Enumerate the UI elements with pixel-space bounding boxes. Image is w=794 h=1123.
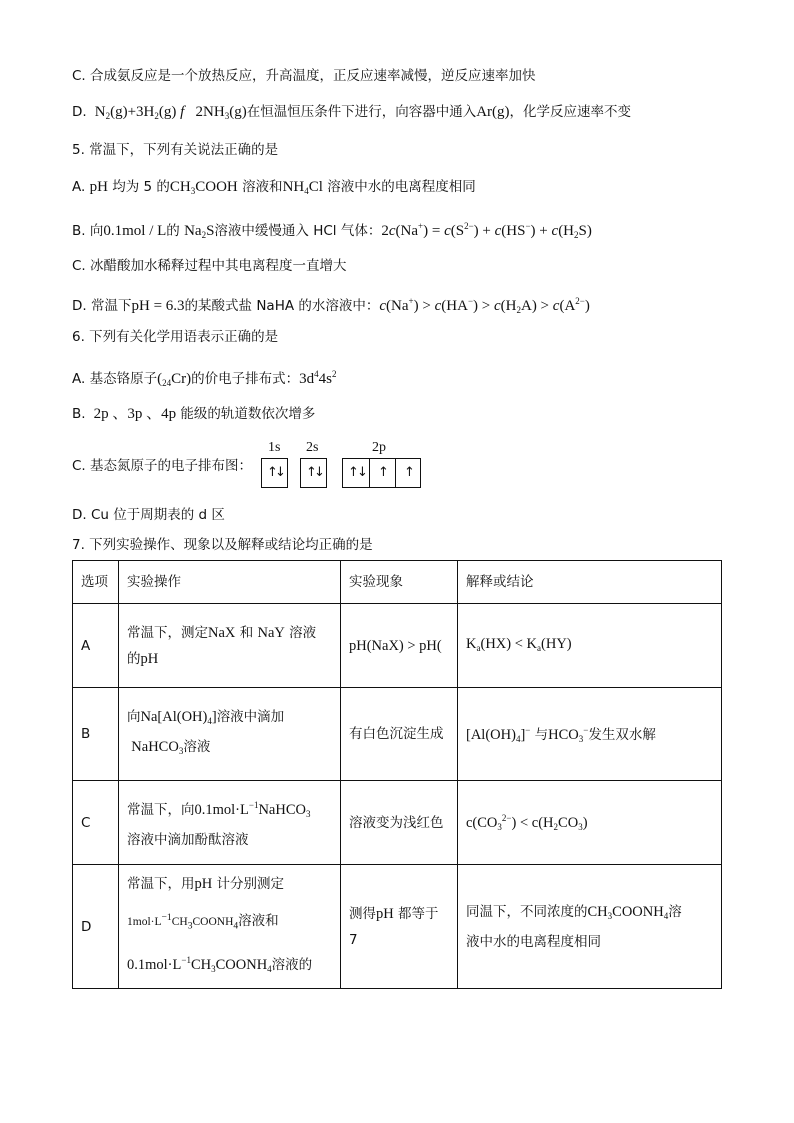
row-b-concl1: 与	[534, 726, 549, 743]
q6-config: $3d^44s^2$	[299, 369, 337, 387]
na-aloh4: $Na[Al(OH)_4]$	[140, 709, 217, 726]
row-d-op4: 溶液的	[271, 957, 313, 974]
q5-option-a-t2: 溶液和	[242, 179, 283, 195]
q6-option-a	[72, 364, 336, 393]
row-d-concl2: 溶	[668, 903, 682, 920]
q5-option-a-t1: 均为 5 的	[112, 179, 170, 195]
orbital-box-2p	[342, 458, 421, 488]
q6-option-d: D. Cu 位于周期表的 d 区	[72, 507, 225, 523]
q4-option-d-argon: Ar(g)	[476, 104, 510, 120]
arrow-up-icon: ↑	[378, 465, 389, 480]
row-c-op1: 常温下，向	[127, 802, 195, 818]
row-d-conc2: $0.1mol\cdot L^{-1}CH_3COONH_4$	[127, 955, 272, 975]
experiment-table	[72, 560, 722, 989]
q6-sublevels: 2p 、3p 、4p	[89, 406, 177, 422]
q5-option-a	[72, 177, 476, 201]
arrow-down-icon: ↓	[275, 465, 286, 480]
q5-ion-order: $c(Na^+) > c(HA^-) > c(H_2A) > c(A^{2-})$	[379, 296, 590, 315]
row-a-op3: 溶液	[289, 624, 317, 641]
q6-option-c: C. 基态氮原子的电子排布图：	[72, 458, 253, 474]
row-d-conclusion	[458, 865, 722, 989]
orbital-box-1s	[261, 458, 288, 488]
row-d-op2: 计分别测定	[216, 875, 285, 892]
q4-option-c: C. 合成氨反应是一个放热反应，升高温度，正反应速率减慢，逆反应速率加快	[72, 68, 536, 84]
table-row	[73, 604, 722, 688]
q5-option-d-t2: 的某酸式盐 NaHA 的水溶液中：	[184, 298, 380, 314]
q5-ph: pH	[89, 179, 108, 195]
q5-stem: 5. 常温下，下列有关说法正确的是	[72, 142, 279, 158]
q6-chromium: $(_{24}Cr)$	[157, 371, 192, 388]
row-a-op4: 的	[127, 650, 141, 667]
row-c-option: C	[73, 781, 119, 865]
q4-option-d-text1: 在恒温恒压条件下进行，向容器中通入	[246, 104, 477, 120]
q5-option-b-t3: 溶液中缓慢通入 HCl 气体：	[214, 223, 382, 239]
arrow-up-icon: ↑	[348, 465, 359, 480]
q5-option-d-label: D.	[72, 298, 87, 314]
q7-stem: 7. 下列实验操作、现象以及解释或结论均正确的是	[72, 537, 373, 553]
row-d-phen2: 都等于	[398, 905, 439, 922]
q5-option-b-label: B.	[72, 223, 86, 239]
row-b-phenomenon: 有白色沉淀生成	[341, 688, 458, 781]
q6-option-b-label: B.	[72, 406, 86, 422]
q6-option-a-label: A.	[72, 371, 86, 387]
row-c-phenomenon: 溶液变为浅红色	[341, 781, 458, 865]
row-c-operation	[119, 781, 341, 865]
row-d-phen1: 测得	[349, 905, 376, 922]
q5-option-c: C. 冰醋酸加水稀释过程中其电离程度一直增大	[72, 258, 347, 274]
q4-option-d-label: D.	[72, 104, 87, 120]
row-b-operation	[119, 688, 341, 781]
q4-option-d	[72, 102, 631, 126]
q4-option-d-text2: ，化学反应速率不变	[509, 104, 632, 120]
q5-concentration: 0.1mol / L	[103, 223, 167, 239]
table-row	[73, 865, 722, 989]
ph-meter: pH	[194, 875, 213, 892]
q5-conservation-eq: $2c(Na^+) = c(S^{2-}) + c(HS^-) + c(H_2S)$	[381, 221, 592, 240]
q5-option-a-label: A.	[72, 179, 86, 195]
row-d-phen3: 7	[349, 931, 358, 948]
row-d-op3: 溶液和	[238, 912, 279, 929]
row-b-op2: 溶液中滴加	[216, 709, 285, 725]
row-b-op3: 溶液	[183, 739, 211, 755]
orbital-label-2p: 2p	[372, 440, 386, 455]
q4-option-d-equation: $N_2(g)+3H_2(g)$ f $2NH_3(g)$	[90, 104, 247, 121]
q6-option-b	[72, 404, 315, 424]
row-b-op1: 向	[127, 709, 141, 725]
row-d-ph: pH	[376, 905, 394, 922]
arrow-down-icon: ↓	[357, 465, 368, 480]
row-d-phenomenon	[341, 865, 458, 989]
q5-option-d	[72, 291, 590, 320]
row-c-conclusion	[458, 781, 722, 865]
row-a-operation	[119, 604, 341, 688]
aloh4-ion: $[Al(OH)_4]^-$	[466, 724, 531, 744]
arrow-up-icon: ↑	[404, 465, 415, 480]
row-b-conclusion	[458, 688, 722, 781]
row-d-concl1: 同温下，不同浓度的	[466, 903, 588, 920]
hco3-ion: $HCO_3^-$	[548, 724, 589, 744]
orbital-divider	[369, 459, 370, 487]
header-operation: 实验操作	[119, 561, 341, 604]
arrow-up-icon: ↑	[267, 465, 278, 480]
q5-na2s: $Na_2S$	[184, 223, 215, 240]
table-row	[73, 688, 722, 781]
row-d-option: D	[73, 865, 119, 989]
row-a-op1: 常温下，测定	[127, 624, 208, 641]
q6-option-b-t1: 能级的轨道数依次增多	[180, 406, 316, 422]
naX: NaX	[208, 624, 236, 641]
orbital-box-2s	[300, 458, 327, 488]
arrow-down-icon: ↓	[314, 465, 325, 480]
row-a-conclusion	[458, 604, 722, 688]
carbonate-compare: $c(CO_3^{2-}) < c(H_2CO_3)$	[466, 813, 588, 832]
ka-compare: $K_a(HX) < K_a(HY)$	[466, 635, 572, 653]
orbital-label-1s: 1s	[268, 440, 281, 455]
row-a-phen: pH(NaX) > pH(	[349, 637, 442, 654]
ammonium-acetate: $CH_3COONH_4$	[587, 903, 669, 921]
q5-option-b-t2: 的	[166, 223, 180, 239]
row-d-op1: 常温下，用	[127, 875, 195, 892]
arrow-up-icon: ↑	[306, 465, 317, 480]
header-option: 选项	[73, 561, 119, 604]
orbital-label-2s: 2s	[306, 440, 319, 455]
orbital-divider	[395, 459, 396, 487]
row-c-less: <	[519, 815, 529, 831]
q5-option-d-t1: 常温下	[90, 298, 132, 314]
row-a-phenomenon	[341, 604, 458, 688]
row-c-op2: 溶液中滴加酚酞溶液	[127, 832, 249, 848]
q5-acetic-acid: $CH_3COOH$	[169, 179, 238, 196]
q5-option-b-t1: 向	[89, 223, 104, 239]
row-a-op2: 和	[239, 624, 254, 641]
q5-option-b	[72, 216, 592, 245]
row-c-reagent: $0.1mol\cdot L^{-1}NaHCO_3$	[194, 800, 311, 819]
q6-option-a-t2: 的价电子排布式：	[191, 371, 300, 387]
header-conclusion: 解释或结论	[458, 561, 722, 604]
row-a-option: A	[73, 604, 119, 688]
ph-label: pH	[140, 650, 159, 667]
q5-ammonium-chloride: $NH_4Cl$	[282, 179, 323, 196]
row-d-conc1: $1mol\cdot L^{-1}CH_3COONH_4$	[127, 911, 239, 932]
q5-ph-value: pH = 6.3	[131, 298, 185, 314]
row-b-concl2: 发生双水解	[588, 726, 656, 743]
nahco3: NaHCO$_3$	[131, 739, 184, 756]
naY: NaY	[257, 624, 285, 641]
row-d-operation	[119, 865, 341, 989]
q6-stem: 6. 下列有关化学用语表示正确的是	[72, 329, 279, 345]
q6-option-a-t1: 基态铬原子	[89, 371, 158, 387]
q5-option-a-t3: 溶液中水的电离程度相同	[327, 179, 476, 195]
row-b-option: B	[73, 688, 119, 781]
row-a-less: <	[514, 635, 523, 652]
table-header-row	[73, 561, 722, 604]
table-row	[73, 781, 722, 865]
row-d-concl3: 液中水的电离程度相同	[466, 933, 601, 950]
header-phenomenon: 实验现象	[341, 561, 458, 604]
